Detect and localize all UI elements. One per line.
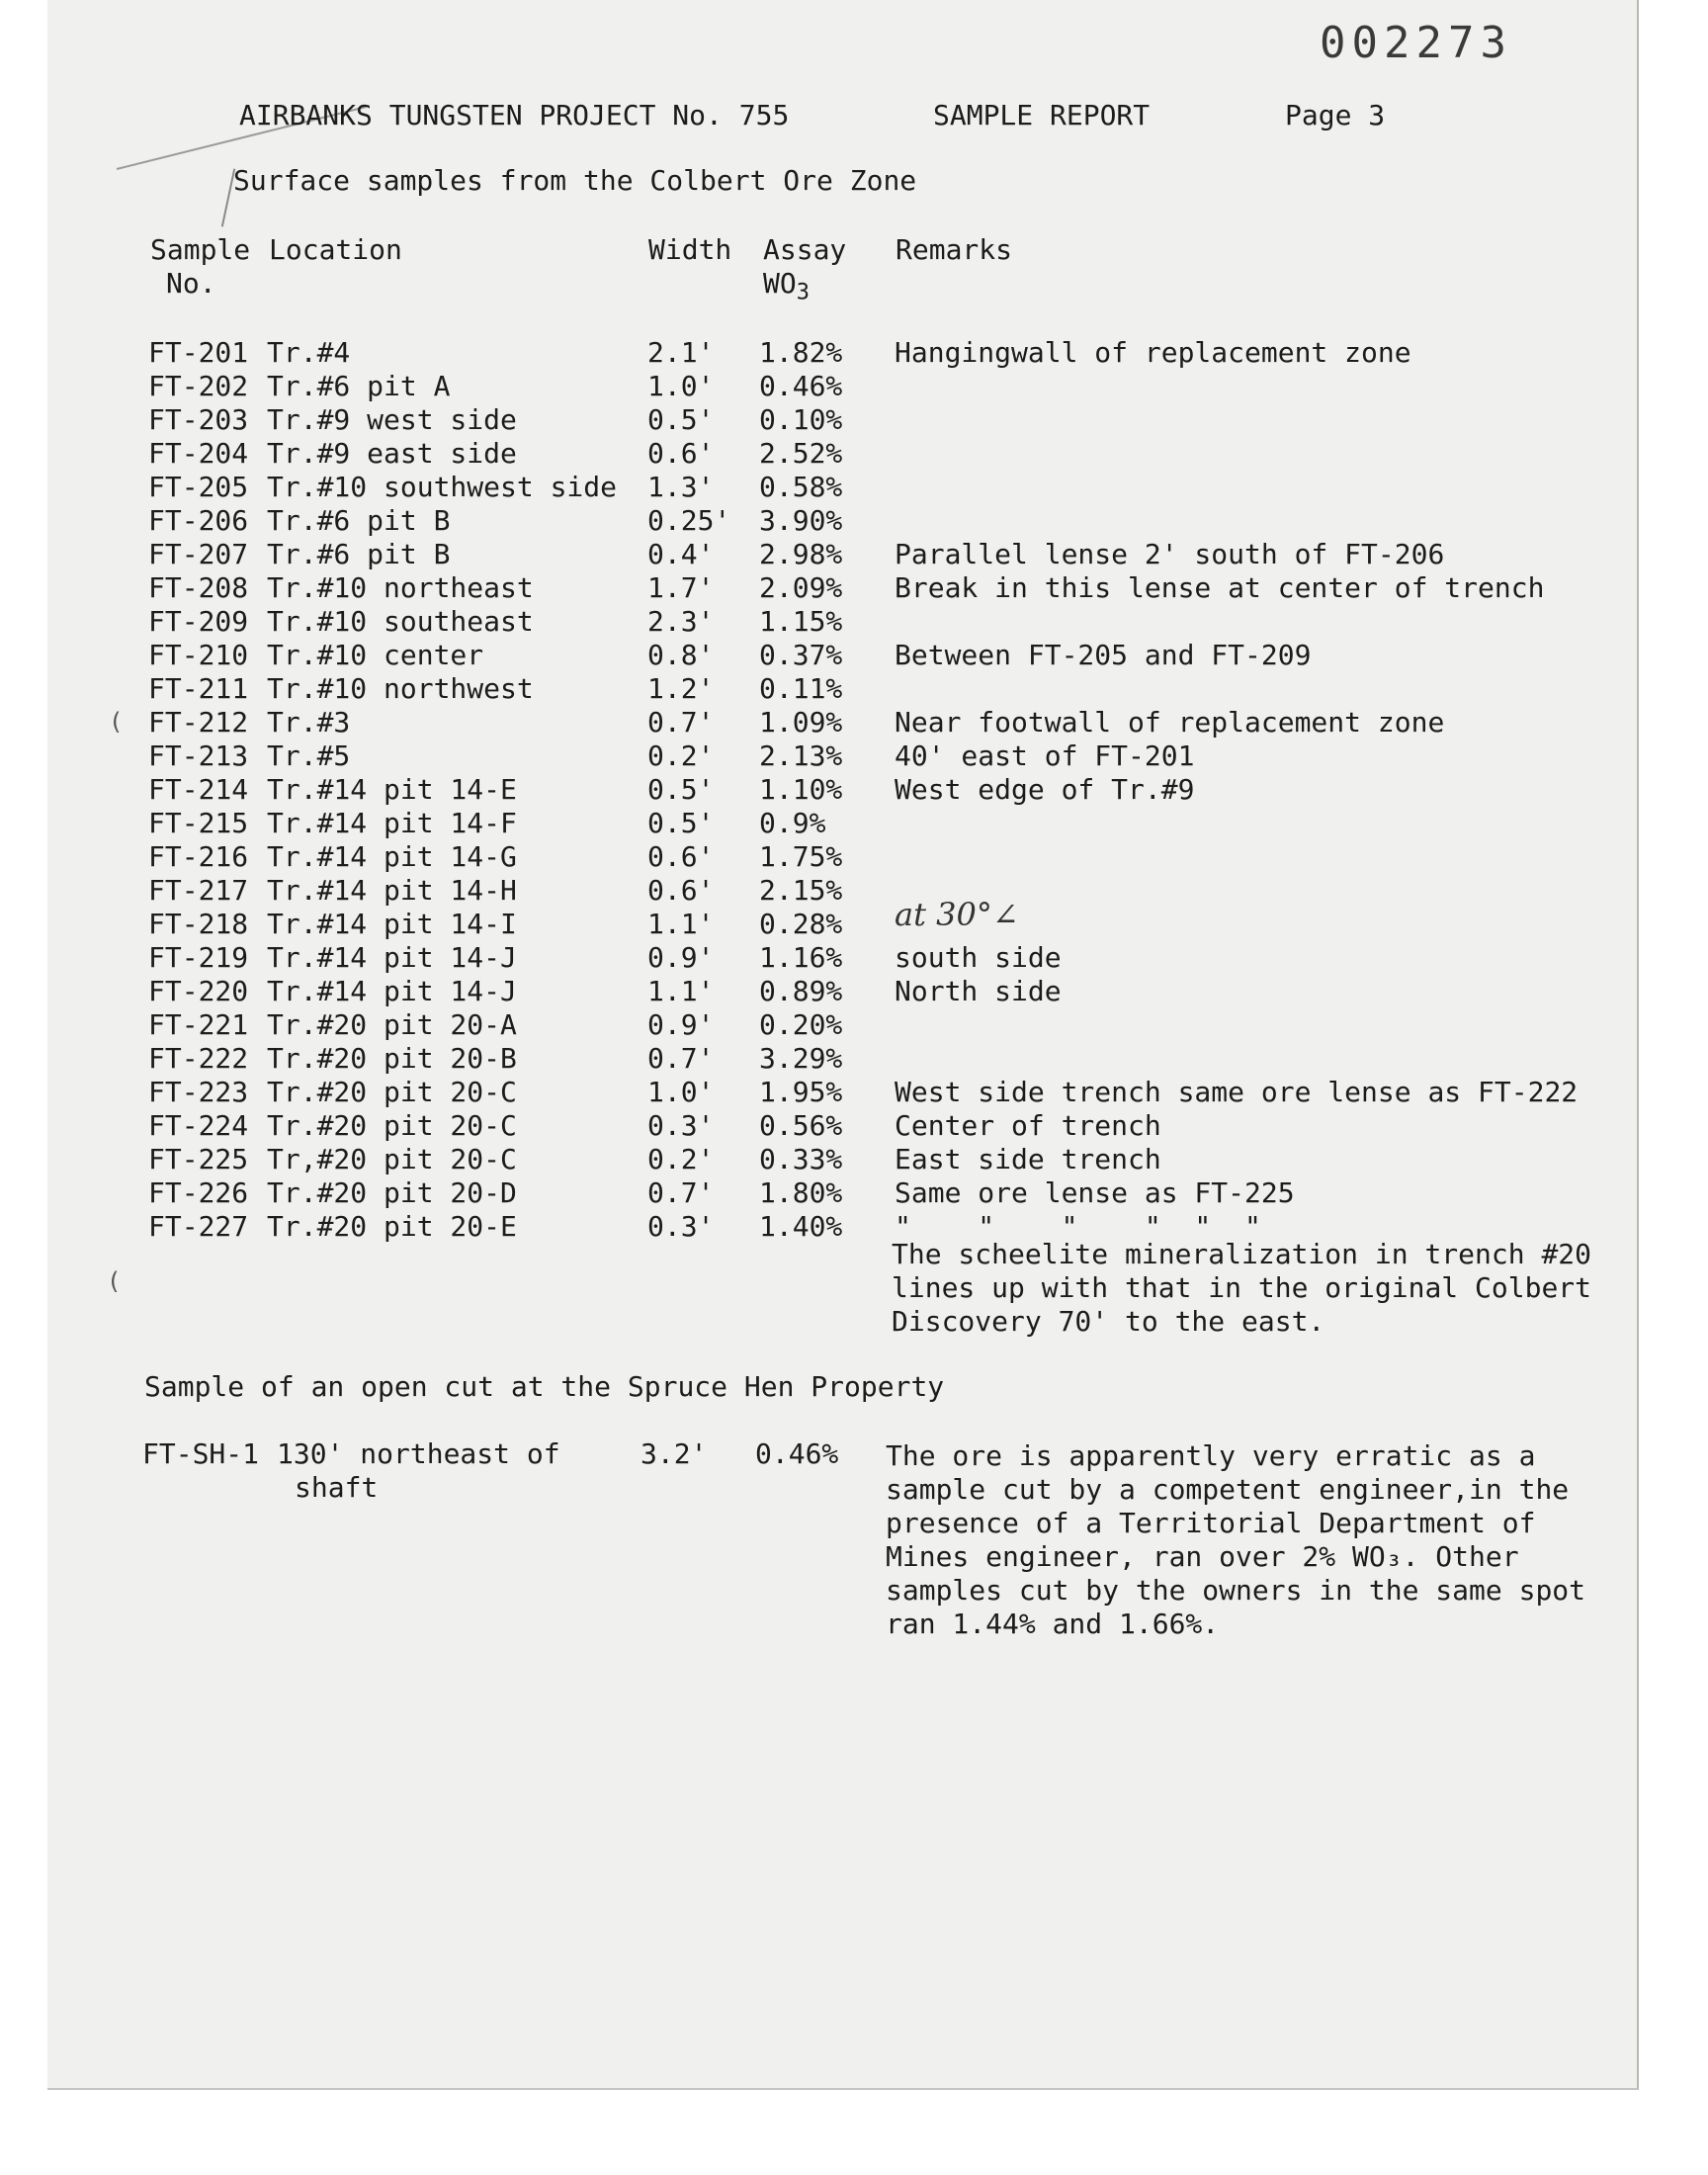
sample-location: Tr.#14 pit 14-H [267,874,517,907]
sample-width: 1.1' [647,975,715,1007]
sample-remarks: East side trench [895,1143,1161,1175]
sample-location: Tr.#10 center [267,639,484,671]
sample-remarks: West side trench same ore lense as FT-222 [895,1076,1579,1108]
sample-location: Tr.#10 northwest [267,672,534,705]
sample-location: Tr.#14 pit 14-F [267,807,517,839]
sample-remarks: Center of trench [895,1109,1161,1142]
sample-width: 1.0' [647,1076,715,1108]
sample-number: FT-209 [148,605,249,638]
sample-number: FT-202 [148,370,249,402]
sample-location: Tr.#10 southeast [267,605,534,638]
sample-location: Tr.#9 east side [267,437,517,470]
sample-location: Tr.#20 pit 20-B [267,1042,517,1075]
sample-number: FT-210 [148,639,249,671]
section-title: Sample of an open cut at the Spruce Hen Property [144,1370,945,1403]
sample-number: FT-215 [148,807,249,839]
sample-location: Tr.#20 pit 20-C [267,1076,517,1108]
col-header-assay-unit: $WO_3$ [763,267,810,305]
sample-width: 0.3' [647,1109,715,1142]
sample-number: FT-218 [148,908,249,940]
sample-number: FT-207 [148,538,249,570]
sample-location: 130' northeast of [277,1437,560,1470]
table-row [0,1076,1708,1109]
sample-assay: 0.28% [759,908,843,940]
sample-assay: 0.89% [759,975,843,1007]
remark-line: The ore is apparently very erratic as a [886,1439,1536,1472]
table-row [0,639,1708,672]
col-header-no: No. [166,267,216,300]
table-row [0,1042,1708,1076]
page-number: Page 3 [1285,99,1386,131]
sample-number: FT-216 [148,840,249,873]
sample-location: Tr.#20 pit 20-E [267,1210,517,1243]
table-row [0,1109,1708,1143]
sample-remarks: south side [895,941,1062,974]
sample-assay: 2.15% [759,874,843,907]
sample-number: FT-206 [148,504,249,537]
sample-remarks: Hangingwall of replacement zone [895,336,1411,369]
sample-location: Tr.#14 pit 14-I [267,908,517,940]
sample-number: FT-212 [148,706,249,739]
sample-width: 1.0' [647,370,715,402]
sample-location: Tr.#5 [267,740,351,772]
sample-location: Tr.#14 pit 14-J [267,975,517,1007]
sample-width: 0.2' [647,740,715,772]
table-row [0,908,1708,941]
sample-assay: 3.90% [759,504,843,537]
sample-width: 0.6' [647,437,715,470]
table-row [0,471,1708,504]
sample-location: Tr.#6 pit B [267,504,451,537]
sample-width: 0.4' [647,538,715,570]
sample-location: Tr.#3 [267,706,351,739]
sample-remarks: 40' east of FT-201 [895,740,1195,772]
project-title: AIRBANKS TUNGSTEN PROJECT No. 755 [239,99,790,131]
trench-note-line: The scheelite mineralization in trench #20 [892,1238,1592,1270]
sample-remarks: " " " " " " [895,1210,1261,1243]
sample-number: FT-213 [148,740,249,772]
remark-line: sample cut by a competent engineer,in the [886,1473,1570,1506]
sample-assay: 1.82% [759,336,843,369]
col-header-remarks: Remarks [896,233,1013,266]
sample-width: 1.2' [647,672,715,705]
sample-remarks: West edge of Tr.#9 [895,773,1195,806]
punch-hole-mark: ( [107,1267,122,1295]
sample-width: 2.1' [647,336,715,369]
sample-number: FT-222 [148,1042,249,1075]
col-header-location: Location [269,233,402,266]
sample-width: 0.7' [647,706,715,739]
sample-width: 3.2' [640,1437,708,1470]
sample-assay: 3.29% [759,1042,843,1075]
table-row [0,1143,1708,1176]
sample-location: Tr.#14 pit 14-J [267,941,517,974]
sample-width: 0.8' [647,639,715,671]
sample-number: FT-201 [148,336,249,369]
table-row [0,740,1708,773]
table-row [0,1176,1708,1210]
handwritten-note: at 30°∠ [895,896,1019,933]
table-row [0,807,1708,840]
sample-width: 1.7' [647,571,715,604]
sample-number: FT-221 [148,1008,249,1041]
sample-remarks: North side [895,975,1062,1007]
sample-assay: 0.11% [759,672,843,705]
table-row [0,874,1708,908]
remark-line: presence of a Territorial Department of [886,1507,1536,1539]
sample-assay: 0.56% [759,1109,843,1142]
punch-hole-mark: ( [109,708,124,736]
table-row [0,672,1708,706]
remark-line: Mines engineer, ran over 2% WO₃. Other [886,1540,1519,1573]
sample-remarks: Between FT-205 and FT-209 [895,639,1312,671]
sample-assay: 0.33% [759,1143,843,1175]
sample-number: FT-211 [148,672,249,705]
sample-assay: 0.58% [759,471,843,503]
sample-width: 0.5' [647,403,715,436]
sample-number: FT-227 [148,1210,249,1243]
sample-assay: 1.95% [759,1076,843,1108]
sample-width: 2.3' [647,605,715,638]
table-row [0,437,1708,471]
trench-note-line: Discovery 70' to the east. [892,1305,1325,1338]
table-row [0,370,1708,403]
sample-assay: 1.40% [759,1210,843,1243]
sample-location: Tr.#4 [267,336,351,369]
table-row [0,605,1708,639]
sample-assay: 2.98% [759,538,843,570]
sample-assay: 0.20% [759,1008,843,1041]
sample-assay: 1.75% [759,840,843,873]
sample-number: FT-226 [148,1176,249,1209]
table-row [0,403,1708,437]
sample-remarks: Break in this lense at center of trench [895,571,1545,604]
sample-assay: 1.09% [759,706,843,739]
remark-line: ran 1.44% and 1.66%. [886,1608,1220,1640]
sample-number: FT-208 [148,571,249,604]
report-title: SAMPLE REPORT [933,99,1151,131]
sample-location: Tr.#10 northeast [267,571,534,604]
sample-assay: 0.10% [759,403,843,436]
sample-width: 0.25' [647,504,731,537]
sample-width: 0.6' [647,840,715,873]
sample-number: FT-SH-1 [142,1437,260,1470]
sample-assay: 2.52% [759,437,843,470]
sample-location: Tr.#20 pit 20-D [267,1176,517,1209]
sample-number: FT-223 [148,1076,249,1108]
sample-width: 0.2' [647,1143,715,1175]
sample-location: Tr.#14 pit 14-G [267,840,517,873]
sample-width: 1.3' [647,471,715,503]
sample-number: FT-214 [148,773,249,806]
remark-line: samples cut by the owners in the same spot [886,1574,1586,1607]
sample-location: Tr.#10 southwest side [267,471,618,503]
sample-location: Tr.#6 pit B [267,538,451,570]
sample-width: 0.6' [647,874,715,907]
sample-number: FT-224 [148,1109,249,1142]
sample-assay: 1.10% [759,773,843,806]
document-number: 002273 [1320,18,1512,68]
col-header-sample: Sample [150,233,251,266]
sample-assay: 1.80% [759,1176,843,1209]
sample-location: Tr.#20 pit 20-C [267,1109,517,1142]
table-row [0,571,1708,605]
sample-width: 0.7' [647,1176,715,1209]
table-row [0,1008,1708,1042]
sample-width: 0.5' [647,773,715,806]
sample-assay: 1.15% [759,605,843,638]
col-header-assay: Assay [763,233,847,266]
table-row [0,706,1708,740]
sample-location: Tr.#9 west side [267,403,517,436]
table-row [0,538,1708,571]
sample-location: shaft [295,1471,379,1504]
table-row [0,504,1708,538]
sample-number: FT-225 [148,1143,249,1175]
sample-number: FT-219 [148,941,249,974]
sample-location: Tr.#20 pit 20-A [267,1008,517,1041]
table-row [0,941,1708,975]
col-header-width: Width [648,233,732,266]
sample-assay: 0.37% [759,639,843,671]
sample-remarks: Parallel lense 2' south of FT-206 [895,538,1445,570]
sample-width: 0.5' [647,807,715,839]
sample-number: FT-204 [148,437,249,470]
sample-assay: 0.46% [755,1437,839,1470]
sample-assay: 0.46% [759,370,843,402]
sample-location: Tr,#20 pit 20-C [267,1143,517,1175]
sample-number: FT-220 [148,975,249,1007]
table-row [0,336,1708,370]
sample-location: Tr.#6 pit A [267,370,451,402]
sample-remarks: Near footwall of replacement zone [895,706,1445,739]
sample-location: Tr.#14 pit 14-E [267,773,517,806]
table-row [0,840,1708,874]
section-title: Surface samples from the Colbert Ore Zone [233,164,917,197]
sample-width: 0.7' [647,1042,715,1075]
trench-note-line: lines up with that in the original Colbert [892,1271,1592,1304]
sample-width: 0.3' [647,1210,715,1243]
sample-assay: 2.13% [759,740,843,772]
sample-width: 0.9' [647,1008,715,1041]
sample-assay: 2.09% [759,571,843,604]
sample-number: FT-205 [148,471,249,503]
table-row [0,975,1708,1008]
sample-width: 1.1' [647,908,715,940]
sample-assay: 1.16% [759,941,843,974]
sample-remarks: Same ore lense as FT-225 [895,1176,1295,1209]
table-row [0,773,1708,807]
sample-number: FT-203 [148,403,249,436]
sample-assay: 0.9% [759,807,826,839]
sample-number: FT-217 [148,874,249,907]
sample-width: 0.9' [647,941,715,974]
